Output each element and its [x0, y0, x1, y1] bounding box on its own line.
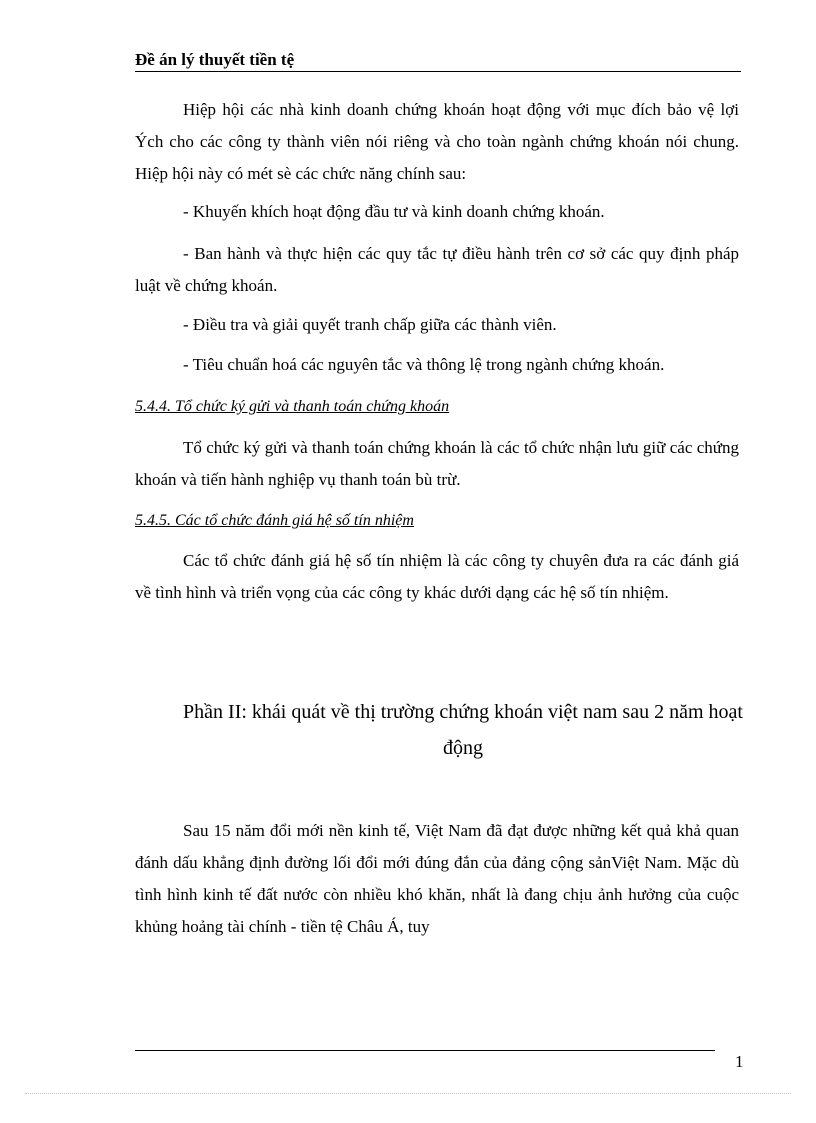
list-item-disputes: - Điều tra và giải quyết tranh chấp giữa các thành viên. [183, 315, 557, 334]
footer-divider [135, 1050, 715, 1051]
paragraph-association-intro: Hiệp hội các nhà kinh doanh chứng khoán hoạt động với mục đích bảo vệ lợi Ých cho các công ty thành viên nói riêng và cho toàn ngành chứng khoán nói chung. Hiệp hội này có mét sè các chức năng chính sau: [135, 100, 739, 183]
part-two-heading: Phần II: khái quát về thị trường chứng khoán việt nam sau 2 năm hoạt động [183, 701, 743, 759]
list-item-standardize: - Tiêu chuẩn hoá các nguyên tắc và thông lệ trong ngành chứng khoán. [183, 355, 665, 374]
page-edge-divider [25, 1093, 791, 1094]
paragraph-depository: Tổ chức ký gửi và thanh toán chứng khoán là các tổ chức nhận lưu giữ các chứng khoán và tiến hành nghiệp vụ thanh toán bù trừ. [135, 438, 739, 489]
paragraph-rating-agencies: Các tổ chức đánh giá hệ số tín nhiệm là các công ty chuyên đưa ra các đánh giá về tình hình và triển vọng của các công ty khác dưới dạng các hệ số tín nhiệm. [135, 551, 739, 602]
list-item-encourage: - Khuyến khích hoạt động đầu tư và kinh doanh chứng khoán. [183, 202, 605, 221]
paragraph-reform-overview: Sau 15 năm đổi mới nền kinh tế, Việt Nam đã đạt được những kết quả khả quan đánh dấu khẳng định đường lối đổi mới đúng đắn của đảng cộng sảnViệt Nam. Mặc dù tình hình kinh tế đất nước còn nhiều khó khăn, nhất là đang chịu ảnh hưởng của cuộc khủng hoảng tài chính - tiền tệ Châu Á, tuy [135, 821, 739, 936]
section-heading-5-4-4: 5.4.4. Tổ chức ký gửi và thanh toán chứng khoán [135, 398, 450, 415]
document-header-title: Đề án lý thuyết tiền tệ [135, 50, 295, 69]
page-number: 1 [735, 1052, 744, 1071]
header-divider [135, 71, 741, 72]
section-heading-5-4-5: 5.4.5. Các tổ chức đánh giá hệ số tín nhiệm [135, 512, 414, 529]
list-item-regulations: - Ban hành và thực hiện các quy tắc tự điều hành trên cơ sở các quy định pháp luật về chứng khoán. [135, 244, 739, 295]
